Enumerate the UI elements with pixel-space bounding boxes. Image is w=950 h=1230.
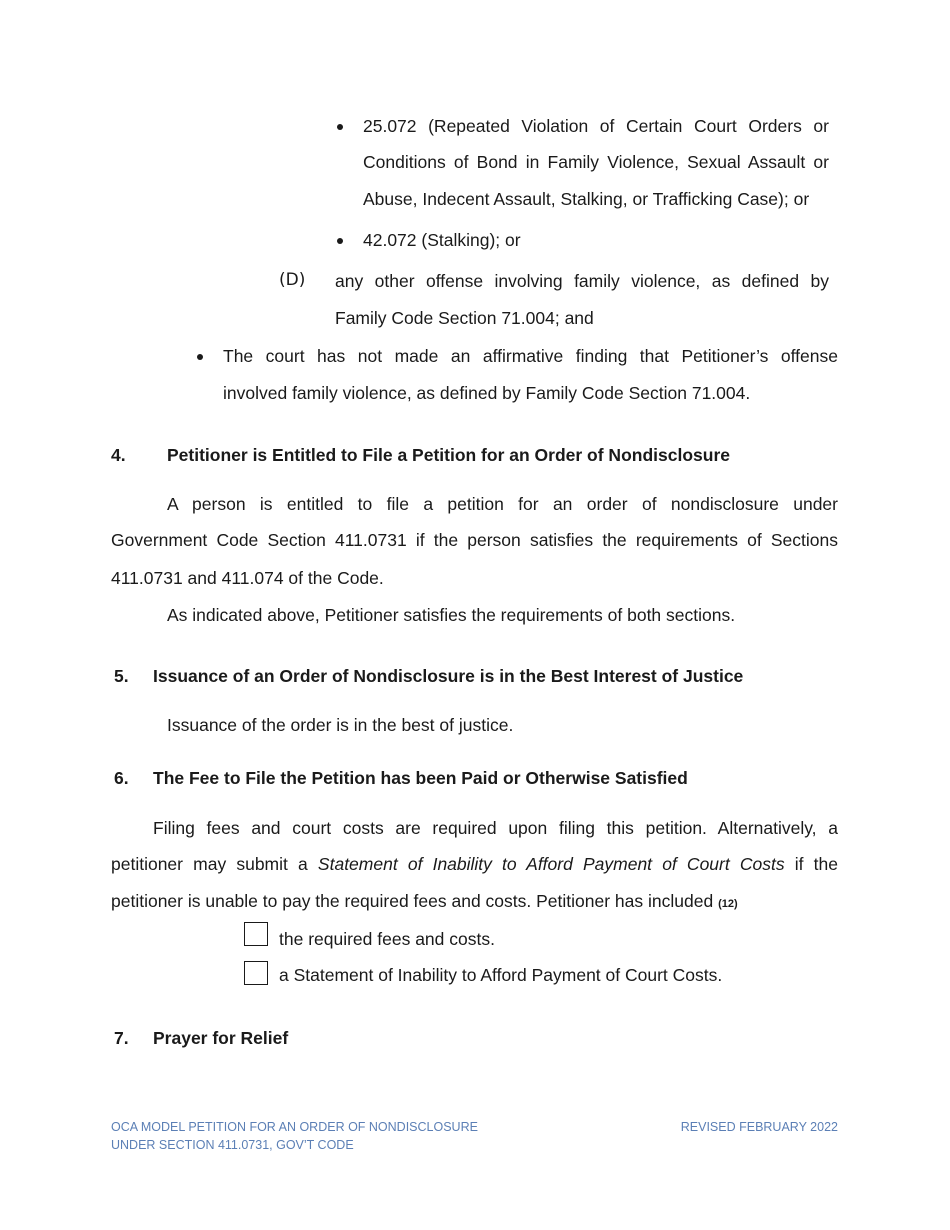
section-5-paragraph: Issuance of the order is in the best of justice. <box>167 715 514 735</box>
section-5-number: 5. <box>114 666 129 686</box>
list-item-court-line1: The court has not made an affirmative finding that Petitioner’s offense <box>223 346 838 366</box>
list-item-25072-line2: Conditions of Bond in Family Violence, Sexual Assault or <box>363 152 829 172</box>
section-4-paragraph-line1: A person is entitled to file a petition for an order of nondisclosure under <box>167 494 838 514</box>
section-6-paragraph-line2 <box>111 853 838 875</box>
footer-revision-date: REVISED FEBRUARY 2022 <box>680 1120 838 1134</box>
footer-form-title-line1: OCA MODEL PETITION FOR AN ORDER OF NONDISCLOSURE <box>111 1120 478 1134</box>
section-6-paragraph-line3 <box>111 890 738 915</box>
section-4-paragraph-line2: Government Code Section 411.0731 if the person satisfies the requirements of Sections <box>111 530 838 550</box>
list-item-d-line1: any other offense involving family violence, as defined by <box>335 271 829 291</box>
list-label-d: (D) <box>279 270 306 290</box>
list-item-d-line2: Family Code Section 71.004; and <box>335 308 594 328</box>
section-6-line3-text: petitioner is unable to pay the required fees and costs. Petitioner has included <box>111 891 714 911</box>
statement-of-inability-checkbox[interactable] <box>244 961 268 985</box>
statement-of-inability-option-label: a Statement of Inability to Afford Payment of Court Costs. <box>279 965 723 985</box>
section-6-paragraph-line1: Filing fees and court costs are required upon filing this petition. Alternatively, a <box>153 818 838 838</box>
section-7-number: 7. <box>114 1028 129 1048</box>
section-5-title: Issuance of an Order of Nondisclosure is in the Best Interest of Justice <box>153 666 744 686</box>
bullet-icon <box>197 345 203 367</box>
section-6-line2-text-b: if the <box>784 854 838 874</box>
bullet-icon <box>337 229 343 251</box>
section-6-line2-text-a: petitioner may submit a <box>111 854 318 874</box>
section-6-number: 6. <box>114 768 129 788</box>
section-4-title: Petitioner is Entitled to File a Petition for an Order of Nondisclosure <box>167 445 730 465</box>
section-6-line2-italic: Statement of Inability to Afford Payment of Court Costs <box>317 854 785 874</box>
section-7-title: Prayer for Relief <box>153 1028 289 1048</box>
section-4-paragraph-2: As indicated above, Petitioner satisfies the requirements of both sections. <box>167 605 736 625</box>
footnote-marker: (12) <box>718 898 738 910</box>
section-4-number: 4. <box>111 445 126 465</box>
bullet-icon <box>337 115 343 137</box>
fees-paid-checkbox[interactable] <box>244 922 268 946</box>
fees-paid-option-label: the required fees and costs. <box>279 929 495 949</box>
list-item-25072-line1: 25.072 (Repeated Violation of Certain Court Orders or <box>363 116 829 136</box>
list-item-court-line2: involved family violence, as defined by Family Code Section 71.004. <box>223 383 751 403</box>
list-item-42072: 42.072 (Stalking); or <box>363 230 521 250</box>
section-6-title: The Fee to File the Petition has been Paid or Otherwise Satisfied <box>153 768 688 788</box>
list-item-25072-line3: Abuse, Indecent Assault, Stalking, or Trafficking Case); or <box>363 189 810 209</box>
footer-form-title-line2: UNDER SECTION 411.0731, GOV’T CODE <box>111 1138 354 1152</box>
section-4-paragraph-line3: 411.0731 and 411.074 of the Code. <box>111 568 384 588</box>
